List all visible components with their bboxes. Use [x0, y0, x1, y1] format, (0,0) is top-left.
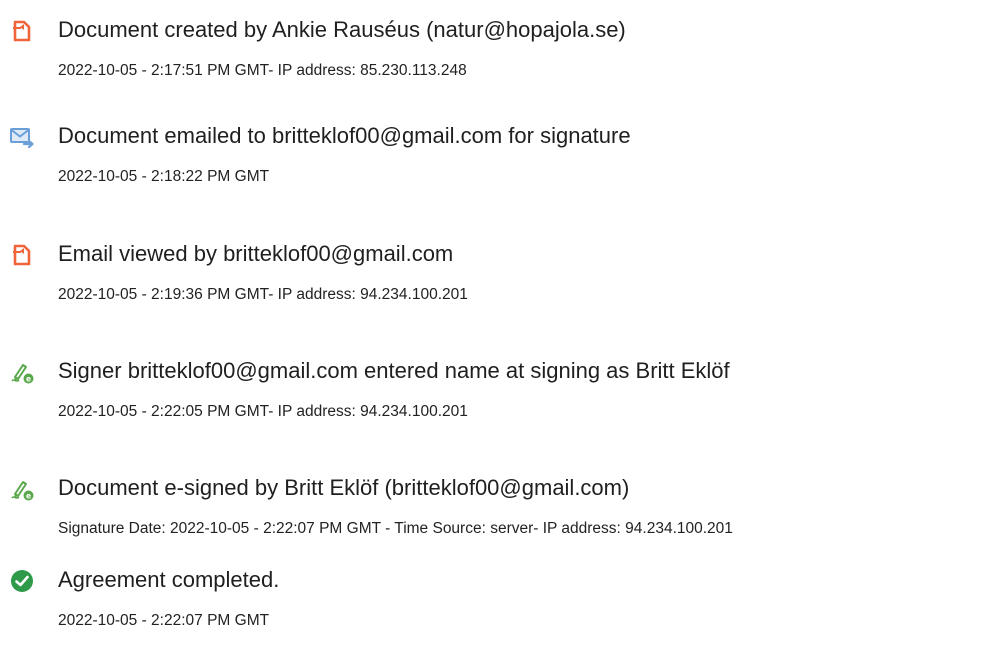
event-title: Document e-signed by Britt Eklöf (britteklof00@gmail.com) — [58, 475, 630, 500]
event-title: Agreement completed. — [58, 567, 280, 592]
event-detail: Signature Date: 2022-10-05 - 2:22:07 PM GMT - Time Source: server- IP address: 94.234.100.201 — [58, 520, 733, 537]
check-circle-icon — [9, 568, 35, 594]
pen-signature-icon — [9, 476, 35, 502]
event-title: Email viewed by britteklof00@gmail.com — [58, 241, 454, 266]
audit-event-completed — [0, 555, 987, 645]
document-icon — [9, 18, 35, 44]
audit-event-e-signed — [0, 463, 987, 553]
event-detail: 2022-10-05 - 2:22:05 PM GMT- IP address: 94.234.100.201 — [58, 403, 468, 420]
email-sent-icon — [9, 124, 35, 150]
event-detail: 2022-10-05 - 2:17:51 PM GMT- IP address: 85.230.113.248 — [58, 62, 467, 79]
event-detail: 2022-10-05 - 2:19:36 PM GMT- IP address: 94.234.100.201 — [58, 286, 468, 303]
audit-event-name-entered — [0, 346, 987, 436]
event-detail: 2022-10-05 - 2:22:07 PM GMT — [58, 612, 270, 629]
document-icon — [9, 242, 35, 268]
event-title: Document emailed to britteklof00@gmail.com for signature — [58, 123, 631, 148]
event-detail: 2022-10-05 - 2:18:22 PM GMT — [58, 168, 270, 185]
pen-signature-icon — [9, 359, 35, 385]
audit-event-viewed — [0, 229, 987, 319]
svg-text:e: e — [25, 374, 32, 384]
event-title: Signer britteklof00@gmail.com entered name at signing as Britt Eklöf — [58, 358, 730, 383]
audit-event-created — [0, 5, 987, 95]
svg-text:e: e — [25, 491, 32, 501]
audit-event-emailed — [0, 111, 987, 201]
event-title: Document created by Ankie Rauséus (natur@hopajola.se) — [58, 17, 626, 42]
